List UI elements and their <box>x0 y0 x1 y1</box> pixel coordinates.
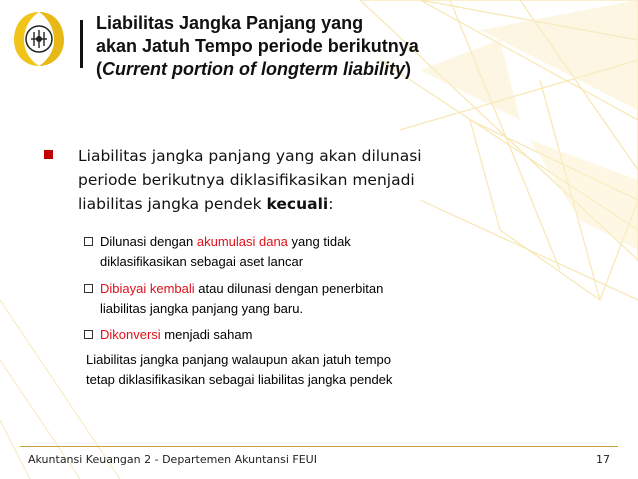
title-paren-open: ( <box>96 59 102 79</box>
title-line-1: Liabilitas Jangka Panjang yang <box>96 13 364 33</box>
hollow-square-bullet-icon <box>84 284 93 293</box>
title-paren-close: ) <box>405 59 411 79</box>
sub-point-3-post: menjadi saham <box>160 327 253 342</box>
sub-point-1-post: yang tidak <box>287 234 351 249</box>
footer-course-label: Akuntansi Keuangan 2 - Departemen Akuntansi FEUI <box>28 453 317 466</box>
sub-point-2-line-2: liabilitas jangka panjang yang baru. <box>100 301 304 316</box>
sub-point-2-line-1 <box>100 279 560 299</box>
sub-point-2-post: atau dilunasi dengan penerbitan <box>194 281 384 296</box>
sub-point-2-highlight: Dibiayai kembali <box>100 281 195 296</box>
main-point-text: liabilitas jangka pendek <box>78 195 267 213</box>
footer-divider <box>20 446 618 447</box>
main-point-line-1: Liabilitas jangka panjang yang akan dilunasi <box>78 147 422 165</box>
sub-point-1-pre: Dilunasi dengan <box>100 234 197 249</box>
sub-point-1-line-2: diklasifikasikan sebagai aset lancar <box>100 254 304 269</box>
title-divider <box>80 20 83 68</box>
square-bullet-icon <box>44 150 53 159</box>
main-point-colon: : <box>328 195 334 213</box>
sub-point-3-line-1 <box>100 325 560 345</box>
closing-note <box>86 350 566 390</box>
slide-title <box>96 12 616 81</box>
university-emblem-icon <box>10 8 68 70</box>
page-number: 17 <box>596 453 610 466</box>
sub-point-3-highlight: Dikonversi <box>100 327 161 342</box>
main-point-line-2: periode berikutnya diklasifikasikan menjadi <box>78 171 415 189</box>
title-line-2: akan Jatuh Tempo periode berikutnya <box>96 36 419 56</box>
closing-note-line-1: Liabilitas jangka panjang walaupun akan jatuh tempo <box>86 352 391 367</box>
main-point-line-3 <box>78 192 598 216</box>
hollow-square-bullet-icon <box>84 237 93 246</box>
title-english-term: Current portion of longterm liability <box>102 59 405 79</box>
sub-point-1-line-1 <box>100 232 560 252</box>
closing-note-line-2: tetap diklasifikasikan sebagai liabilitas jangka pendek <box>86 372 393 387</box>
title-line-3 <box>96 58 616 81</box>
main-point-exception: kecuali <box>266 195 329 213</box>
hollow-square-bullet-icon <box>84 330 93 339</box>
main-point <box>78 144 598 216</box>
sub-point-1-highlight: akumulasi dana <box>196 234 288 249</box>
